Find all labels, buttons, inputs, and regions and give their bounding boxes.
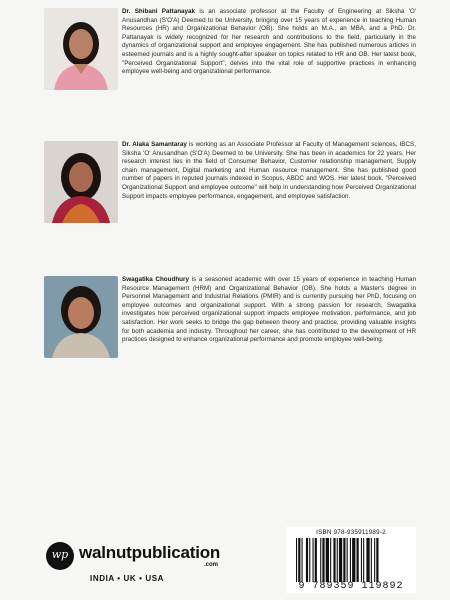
author-description: is working as an Associate Professor at Faculty of Management sciences, IBCS, Siksha 'O' Anusandhan (S'O'A) Deemed to be University. She has been in academics for 22 years. Her research interest lies in the field of Consumer Behavior, Customer relationship management, Supply chain management, Digital marketing and Human resource management. She has published good number of papers in reputed journals indexed in Scopus, ABDC and WOS. Her latest book, "Perceived Organizational Support and employee outcome" will help in understanding how Perceived Organizational Support impacts employee performance, engagement, and employee satisfaction.	[122, 141, 417, 200]
author-name: Dr. Shibani Pattanayak	[122, 8, 196, 15]
author-photo	[44, 141, 118, 223]
author-name: Dr. Alaka Samantaray	[122, 141, 187, 148]
author-description: is a seasoned academic with over 15 years of experience in teaching Human Resource Management (HRM) and Organizational Behavior (OB). She holds a Master's degree in Personnel Management and Industrial Relations (PMIR) and is currently pursuing her PhD, focusing on employee outcomes and organizational support. With a strong passion for research, Swagatika investigates how perceived organizational support impacts employee motivation, performance, and job satisfaction. Her work seeks to bridge the gap between theory and practice, providing valuable insights for both academia and industry. Throughout her career, she has contributed to the development of HR practices designed to enhance organizational performance and promote employee well-being.	[122, 276, 416, 344]
publisher-regions: INDIA • UK • USA	[90, 574, 165, 583]
author-bio-shibani	[44, 8, 416, 92]
publisher-name: walnutpublication	[79, 543, 221, 562]
author-bio-swagatika	[44, 276, 416, 360]
walnut-logo-icon: wp	[46, 542, 74, 570]
author-description: is an associate professor at the Faculty of Engineering at Siksha 'O' Anusandhan (S'O'A) Deemed to be University, bringing over 15 years of experience in teaching Human Resources (HR) and Organizational Behavior (OB). She holds an M.A., an MBA, and a PhD. Dr. Pattanayak is widely recognized for her research and contributions to the field, particularly in the dynamics of organizational support and employee engagement. She has published numerous articles in esteemed journals and is a highly sought-after speaker on topics related to HR and OB. Her latest book, "Perceived Organizational Support", delves into the vital role of supportive practices in enhancing employee well-being and organizational performance.	[122, 8, 416, 76]
author-photo	[44, 276, 118, 358]
isbn-label: ISBN 978-935911989-2	[316, 529, 386, 536]
author-photo	[44, 8, 118, 90]
author-name: Swagatika Choudhury	[122, 276, 189, 283]
isbn-barcode-block	[286, 527, 416, 593]
publisher-logo	[46, 540, 236, 590]
author-bio-alaka	[44, 141, 416, 225]
barcode-icon	[296, 538, 408, 582]
publisher-domain: .com	[204, 562, 219, 568]
barcode-digits: 9 789359 119892	[298, 581, 404, 592]
